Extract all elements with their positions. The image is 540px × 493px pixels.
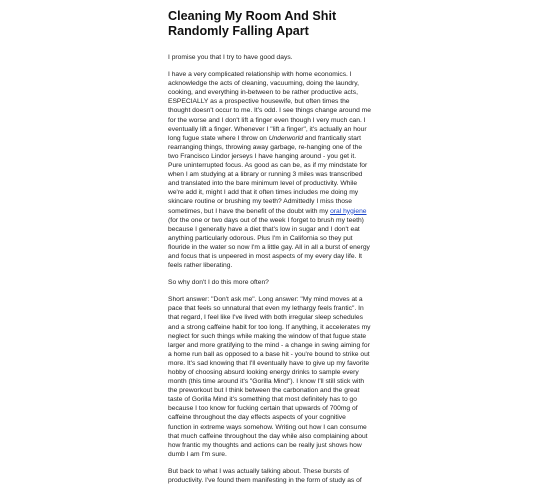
paragraph-home-economics (168, 70, 371, 270)
paragraph-text: and frantically start rearranging things, throwing away garbage, re-hanging one of the two Francisco Lindor jerseys I have hanging around - you get it. Pure uninterrupted focus. As good as can be, as if my mindstate for when I am studying at a library or running 3 miles was transcribed and translated into the bare minimum level of productivity. While we're add it, might I add that it often times includes me doing my skincare routine or brushing my teeth? Admittedly I miss those sometimes, but I have the benefit of the doubt with my (168, 134, 368, 215)
paragraph-text: I have a very complicated relationship with home economics. I acknowledge the acts of cleaning, vacuuming, doing the laundry, cooking, and everything in-between to be rather productive acts, ESPECIALLY as a prospective housewife, but often times the thought doesn't occur to me. It's odd. I see things change around me for the worse and I don't lift a finger even though I very much can. I eventually lift a finger. Whenever I "lift a finger", it's actually an hour long fugue state where I throw on (168, 71, 371, 142)
paragraph-productivity: But back to what I was actually talking about. These bursts of productivity. I've found them manifesting in the form of study as of (168, 467, 362, 485)
underworld-emphasis: Underworld (268, 134, 303, 142)
paragraph-question: So why don't I do this more often? (168, 279, 269, 287)
paragraph-text: (for the one or two days out of the week I forget to brush my teeth) because I generally have a diet that's low in sugar and I don't eat anything particularly odorous. Plus I'm in California so they put flouride in the water so now I'm a little gay. All in all a burst of energy and focus that is unpeered in most aspects of my every day life. It feels rather liberating. (168, 216, 370, 270)
article-title: Cleaning My Room And Shit Randomly Falling Apart (168, 9, 337, 38)
oral-hygiene-link[interactable]: oral hygiene (330, 207, 367, 215)
paragraph-caffeine: Short answer: "Don't ask me". Long answer: "My mind moves at a pace that feels so unnatural that even my lethargy feels frantic". In that regard, I feel like I've lived with both irregular sleep schedules and a strong caffeine habit for too long. If anything, it accelerates my neglect for such things while making the window of that fugue state larger and more gratifying to the mind - a change in swing aiming for a home run ball as opposed to a base hit - you're bound to strike out more. It's sad knowing that I'll eventually have to give up my favorite hobby of choosing absurd looking energy drinks to sample every month (this time around it's "Gorilla Mind"). I know I'll still stick with the preworkout but I think between the carbonation and the great taste of Gorilla Mind it's something that most definitely has to go because I too know for fucking certain that upwards of 700mg of caffeine throughout the day effects aspects of your cognitive function in extreme ways somehow. Writing out how I can consume that much caffeine throughout the day while also complaining about how frantic my thoughts and actions can be really just shows how dumb I am I'm sure. (168, 296, 371, 458)
article (168, 9, 371, 493)
paragraph-intro: I promise you that I try to have good days. (168, 54, 293, 61)
